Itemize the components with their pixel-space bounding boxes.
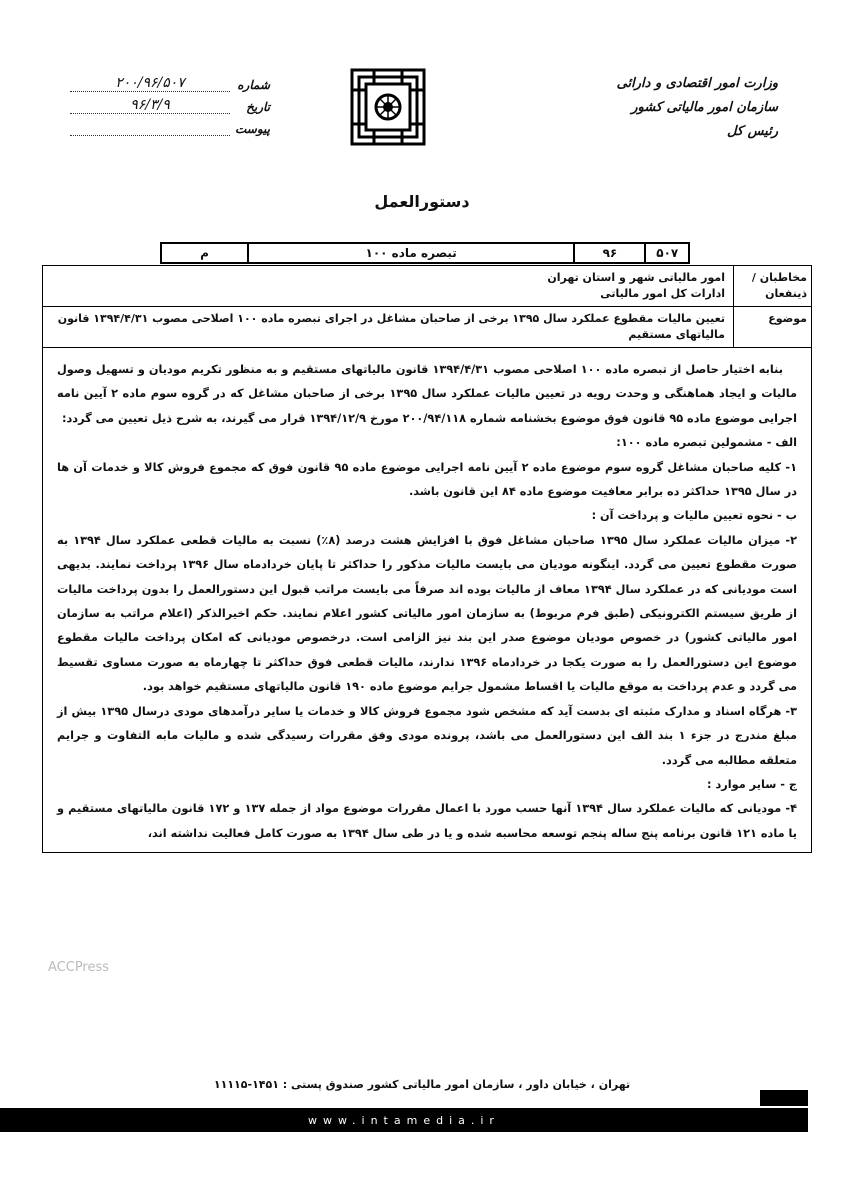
attachment-label: پیوست: [235, 122, 270, 136]
instruction-frame: [42, 265, 812, 853]
clause-3: ۳- هرگاه اسناد و مدارک مثبته ای بدست آید که مشخص شود مجموع فروش کالا و خدمات یا سایر درآمدهای مودی درسال ۱۳۹۵ بیش از مبلغ مندرج در جزء ۱ بند الف این دستورالعمل می باشد، پرونده مودی وفق مقررات رسیدگی شده و مالیات مابه التفاوت و جرایم متعلقه مطالبه می گردد.: [57, 704, 797, 767]
letter-date-row: [70, 92, 270, 114]
addressees-row: [43, 266, 811, 307]
footer-website: www.intamedia.ir: [0, 1108, 808, 1132]
addressee-line: ادارات کل امور مالیاتی: [600, 287, 725, 300]
section-c-heading: ج - سایر موارد :: [707, 777, 797, 791]
organization-logo-icon: [350, 68, 426, 146]
subject-text: تعیین مالیات مقطوع عملکرد سال ۱۳۹۵ برخی از صاحبان مشاغل در اجرای تبصره ماده ۱۰۰ اصلاحی مصوب ۱۳۹۴/۴/۳۱ قانون مالیاتهای مستقیم: [57, 312, 725, 341]
section-b-heading: ب - نحوه تعیین مالیات و پرداخت آن :: [591, 509, 797, 523]
watermark: ACCPress: [48, 960, 110, 975]
clause-4: ۴- مودیانی که مالیات عملکرد سال ۱۳۹۴ آنها حسب مورد با اعمال مقررات موضوع مواد از جمله ۱۳۷ و ۱۷۲ قانون مالیاتهای مستقیم و یا ماده ۱۲۱ قانون برنامه پنج ساله پنجم توسعه محاسبه شده و یا در طی سال ۱۳۹۴ به صورت کامل فعالیت نداشته اند،: [57, 802, 797, 840]
ministry-name: وزارت امور اقتصادی و دارائی: [616, 76, 778, 91]
scan-shadow: [760, 1090, 808, 1106]
organization-name: سازمان امور مالیاتی کشور: [631, 100, 778, 115]
subject-row: [43, 307, 811, 348]
letter-date: ۹۶/۳/۹: [70, 97, 230, 114]
addressees-value: [43, 266, 733, 306]
subject-label: موضوع: [733, 307, 811, 347]
footer-address: تهران ، خیابان داور ، سازمان امور مالیاتی کشور صندوق پستی : ۱۴۵۱-۱۱۱۱۵: [213, 1078, 631, 1091]
intro-paragraph: بنابه اختیار حاصل از تبصره ماده ۱۰۰ اصلاحی مصوب ۱۳۹۴/۴/۳۱ قانون مالیاتهای مستقیم و به منظور تکریم مودیان و تسهیل وصول مالیات و ایجاد هماهنگی و وحدت رویه در تعیین مالیات عملکرد سال ۱۳۹۵ برخی از صاحبان مشاغل که در گروه سوم ماده ۲ آیین نامه اجرایی موضوع ماده ۹۵ قانون فوق موضوع بخشنامه شماره ۲۰۰/۹۴/۱۱۸ مورخ ۱۳۹۴/۱۲/۹ قرار می گیرند، به شرح ذیل تعیین می گردد:: [57, 363, 797, 425]
addressees-label: مخاطبان / ذینفعان: [733, 266, 811, 306]
date-label: تاریخ: [246, 100, 270, 114]
instruction-body: [43, 348, 811, 852]
attachment-value: [70, 135, 230, 136]
number-label: شماره: [237, 78, 270, 92]
instruction-banner: [160, 242, 690, 264]
letter-number-row: [70, 70, 270, 92]
instruction-year: ۹۶: [573, 244, 644, 262]
attachment-row: [70, 114, 270, 136]
instruction-letter: م: [200, 246, 209, 260]
letter-meta: [70, 70, 270, 136]
letterhead: [578, 72, 778, 144]
letter-number: ۲۰۰/۹۶/۵۰۷: [70, 75, 230, 92]
instruction-title: تبصره ماده ۱۰۰: [247, 244, 573, 262]
instruction-code: ۵۰۷: [644, 244, 688, 262]
clause-2: ۲- میزان مالیات عملکرد سال ۱۳۹۵ صاحبان مشاغل فوق با افزایش هشت درصد (۸٪) نسبت به مالیات قطعی عملکرد سال ۱۳۹۴ به صورت مقطوع تعیین می گردد. اینگونه مودیان می بایست مالیات مذکور را حداکثر تا پایان خردادماه سال ۱۳۹۶ پرداخت نمایند. بدیهی است مودیانی که در عملکرد سال ۱۳۹۴ معاف از مالیات بوده اند صرفاً می بایست مراتب قبول این دستورالعمل را بدون پرداخت مالیات از طریق سیستم الکترونیکی (طبق فرم مربوط) به سازمان امور مالیاتی کشور اعلام نمایند. حکم اخیرالذکر (اعلام مراتب به سازمان امور مالیاتی کشور) در خصوص مودیان موضوع صدر این بند نیز الزامی است. درخصوص مودیانی که امکان پرداخت مالیات مقطوع موضوع این دستورالعمل را به صورت یکجا در خردادماه ۱۳۹۶ ندارند، مالیات قطعی فوق حداکثر تا چهارماه به صورت مساوی تقسیط می گردد و عدم پرداخت به موقع مالیات یا اقساط مشمول جرایم موضوع ماده ۱۹۰ قانون مالیاتهای مستقیم خواهد بود.: [57, 533, 797, 694]
office-name: رئیس کل: [727, 124, 778, 139]
addressee-line: امور مالیاتی شهر و استان تهران: [547, 271, 725, 284]
section-a-heading: الف - مشمولین تبصره ماده ۱۰۰:: [616, 436, 797, 450]
document-title: دستورالعمل: [374, 192, 470, 211]
clause-1: ۱- کلیه صاحبان مشاغل گروه سوم موضوع ماده ۲ آیین نامه اجرایی موضوع ماده ۹۵ قانون فوق که مجموع فروش کالا و خدمات آن ها در سال ۱۳۹۵ حداکثر ده برابر معافیت موضوع ماده ۸۴ این قانون باشد.: [57, 460, 797, 499]
